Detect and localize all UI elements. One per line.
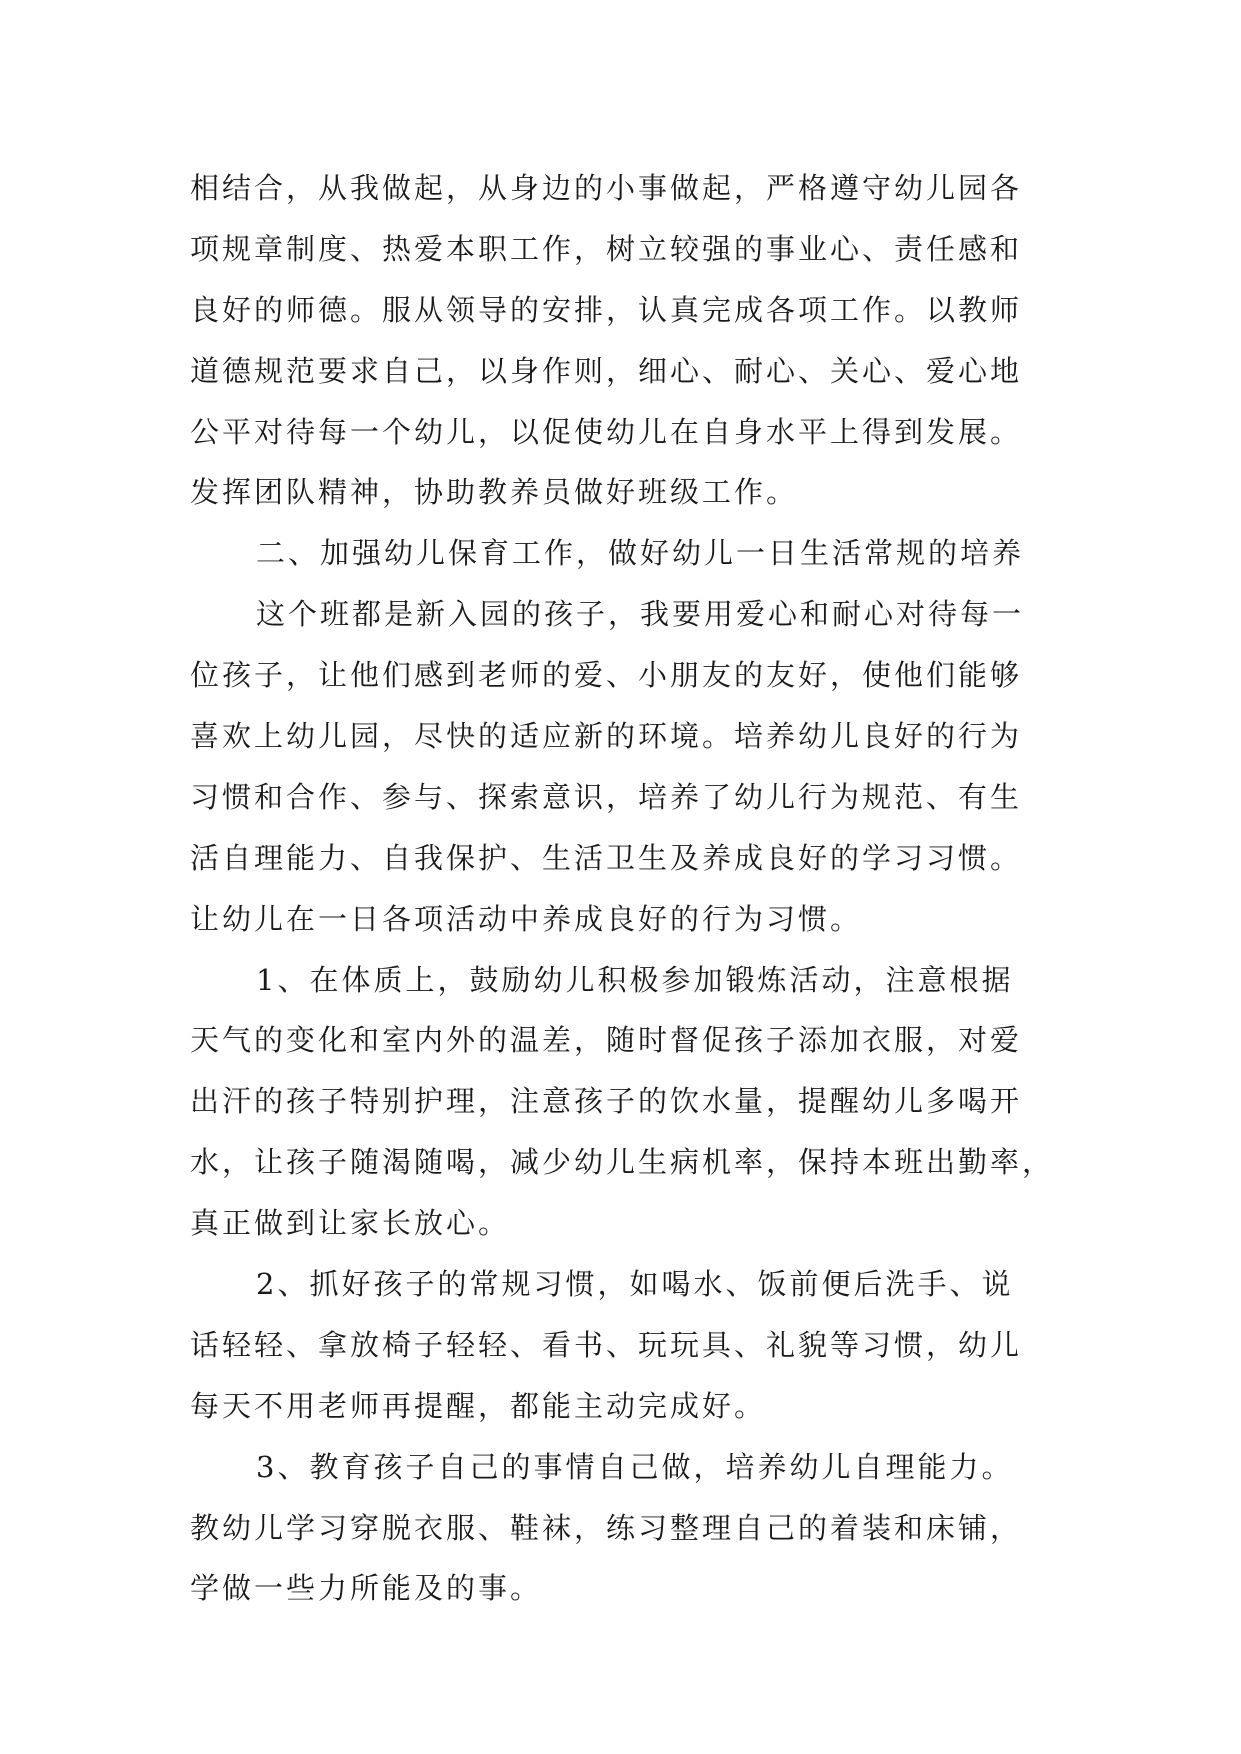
text-line: 良好的师德。服从领导的安排，认真完成各项工作。以教师 <box>190 292 1023 327</box>
text-line: 活自理能力、自我保护、生活卫生及养成良好的学习习惯。 <box>190 840 1023 875</box>
text-line: 水，让孩子随渴随喝，减少幼儿生病机率，保持本班出勤率， <box>190 1145 1055 1180</box>
text-line: 真正做到让家长放心。 <box>190 1206 511 1241</box>
list-item-1: 1、在体质上，鼓励幼儿积极参加锻炼活动，注意根据 <box>256 962 1014 997</box>
text-line: 教幼儿学习穿脱衣服、鞋袜，练习整理自己的着装和床铺， <box>190 1510 1023 1545</box>
section-heading: 二、加强幼儿保育工作，做好幼儿一日生活常规的培养 <box>256 536 1025 571</box>
text-line: 话轻轻、拿放椅子轻轻、看书、玩玩具、礼貌等习惯，幼儿 <box>190 1327 1023 1362</box>
text-line: 学做一些力所能及的事。 <box>190 1571 543 1606</box>
text-line: 每天不用老师再提醒，都能主动完成好。 <box>190 1388 767 1423</box>
document-body <box>190 158 1060 1619</box>
list-item-2: 2、抓好孩子的常规习惯，如喝水、饭前便后洗手、说 <box>256 1267 1014 1302</box>
text-line: 天气的变化和室内外的温差，随时督促孩子添加衣服，对爱 <box>190 1023 1023 1058</box>
text-line: 喜欢上幼儿园，尽快的适应新的环境。培养幼儿良好的行为 <box>190 719 1023 754</box>
list-item-3: 3、教育孩子自己的事情自己做，培养幼儿自理能力。 <box>256 1449 1014 1484</box>
text-line: 项规章制度、热爱本职工作，树立较强的事业心、责任感和 <box>190 231 1023 266</box>
text-line: 习惯和合作、参与、探索意识，培养了幼儿行为规范、有生 <box>190 779 1023 814</box>
text-line: 这个班都是新入园的孩子，我要用爱心和耐心对待每一 <box>256 597 1025 632</box>
text-line: 发挥团队精神，协助教养员做好班级工作。 <box>190 475 799 510</box>
text-line: 道德规范要求自己，以身作则，细心、耐心、关心、爱心地 <box>190 353 1023 388</box>
text-line: 公平对待每一个幼儿，以促使幼儿在自身水平上得到发展。 <box>190 414 1023 449</box>
text-line: 位孩子，让他们感到老师的爱、小朋友的友好，使他们能够 <box>190 658 1023 693</box>
text-line: 让幼儿在一日各项活动中养成良好的行为习惯。 <box>190 901 863 936</box>
text-line: 出汗的孩子特别护理，注意孩子的饮水量，提醒幼儿多喝开 <box>190 1084 1023 1119</box>
text-line: 相结合，从我做起，从身边的小事做起，严格遵守幼儿园各 <box>190 171 1023 205</box>
